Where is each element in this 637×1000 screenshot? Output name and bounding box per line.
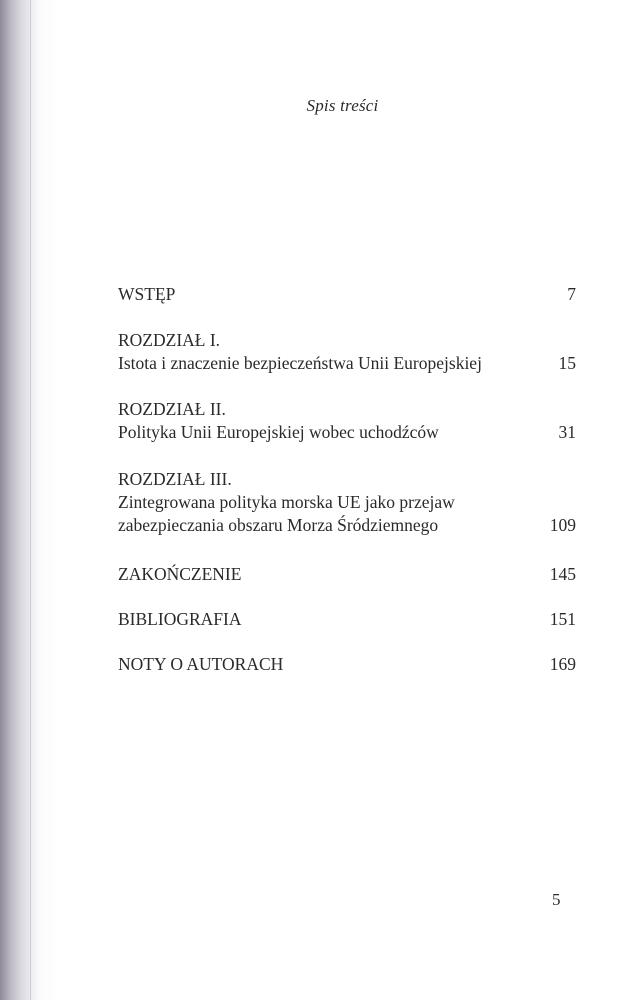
page-number: 5 <box>552 890 561 909</box>
toc-entry-row <box>118 352 576 375</box>
toc-entry-wstep <box>118 283 576 306</box>
book-spine-shadow <box>0 0 40 1000</box>
toc-entry-heading: ZAKOŃCZENIE <box>118 564 242 584</box>
toc-entry-heading: ROZDZIAŁ II. <box>118 399 226 419</box>
toc-entry-row <box>118 608 576 631</box>
toc-entry-subtitle-continued: zabezpieczania obszaru Morza Śródziemnego <box>118 515 439 535</box>
toc-entry-chapter-2 <box>118 398 576 444</box>
toc-entry-page-number: 151 <box>549 609 576 629</box>
toc-entry-row <box>118 283 576 306</box>
toc-entry-row <box>118 653 576 676</box>
toc-entry-subtitle: Zintegrowana polityka morska UE jako przejaw <box>118 492 455 512</box>
toc-entry-subtitle: Polityka Unii Europejskiej wobec uchodźców <box>118 422 439 442</box>
toc-entry-noty-o-autorach <box>118 653 576 676</box>
toc-entry-row <box>118 514 576 537</box>
toc-entry-chapter-3 <box>118 468 576 537</box>
toc-entry-row <box>118 563 576 586</box>
toc-title: Spis treści <box>306 96 379 115</box>
toc-entry-page-number: 109 <box>549 515 576 535</box>
toc-entry-heading: ROZDZIAŁ I. <box>118 330 221 350</box>
page-fold-line <box>30 0 31 1000</box>
toc-entry-row <box>118 421 576 444</box>
toc-entry-heading: BIBLIOGRAFIA <box>118 609 242 629</box>
toc-entry-page-number: 31 <box>558 422 576 442</box>
toc-entry-page-number: 15 <box>558 353 576 373</box>
toc-entry-page-number: 7 <box>567 284 576 304</box>
toc-entry-page-number: 169 <box>549 654 576 674</box>
toc-entry-zakonczenie <box>118 563 576 586</box>
toc-entry-page-number: 145 <box>549 564 576 584</box>
toc-entry-bibliografia <box>118 608 576 631</box>
toc-entry-chapter-1 <box>118 329 576 375</box>
toc-entry-heading: ROZDZIAŁ III. <box>118 469 232 489</box>
toc-entry-heading: WSTĘP <box>118 284 176 304</box>
toc-entry-heading: NOTY O AUTORACH <box>118 654 284 674</box>
toc-entry-subtitle: Istota i znaczenie bezpieczeństwa Unii Europejskiej <box>118 353 482 373</box>
